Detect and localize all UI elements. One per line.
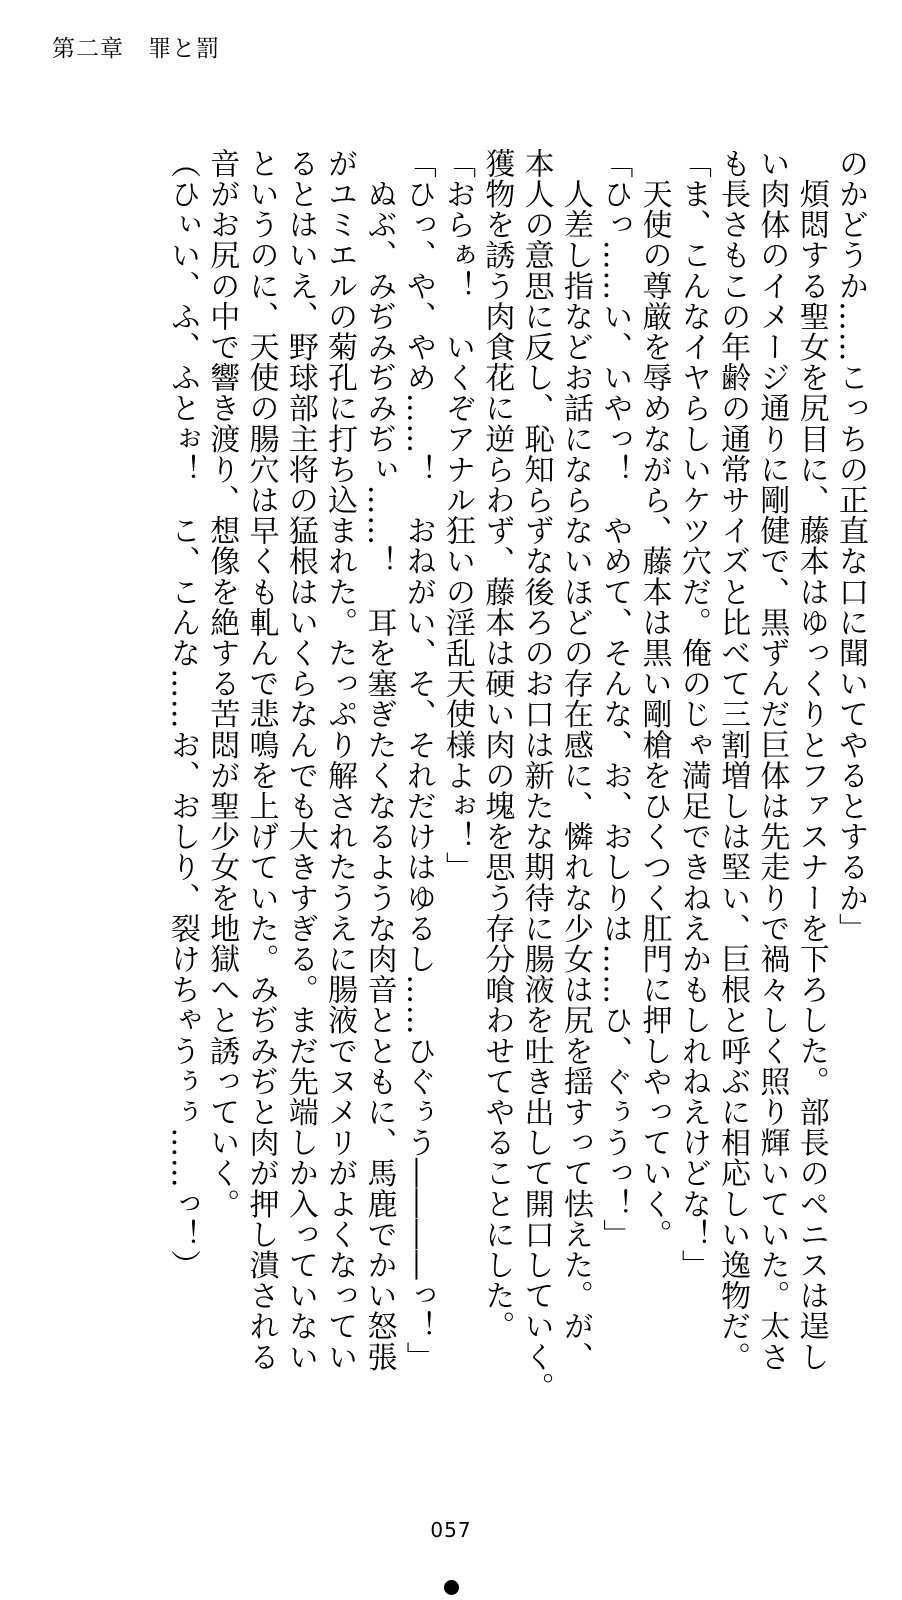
text-line: るとはいえ、野球部主将の猛根はいくらなんでも大きすぎる。まだ先端しか入っていない	[282, 148, 318, 1372]
text-line: 「ま、こんなイヤらしいケツ穴だ。俺のじゃ満足できねえかもしれねえけどな！」	[675, 148, 711, 1281]
text-line: （ひぃい、ふ、ふとぉ！ こ、こんな……お、おしり、裂けちゃうぅぅ……っ！）	[164, 148, 200, 1281]
text-line: のかどうか……こっちの正直な口に聞いてやるとするか」	[833, 148, 868, 944]
body-text	[88, 148, 870, 1438]
text-line: 人差し指などお話にならないほどの存在感に、憐れな少女は尻を揺すって怯えた。が、	[557, 148, 593, 1372]
text-line: も長さもこの年齢の通常サイズと比べて三割増しは堅い、巨根と呼ぶに相応しい逸物だ。	[715, 148, 751, 1372]
text-line: というのに、天使の腸穴は早くも軋んで悲鳴を上げていた。みぢみぢと肉が押し潰される	[243, 148, 279, 1372]
text-line: 「ひっ……い、いやっ！ やめて、そんな、お、おしりは……ひ、ぐぅうっ！」	[597, 148, 633, 1250]
running-head: 第二章 罪と罰	[52, 36, 220, 62]
text-line: 天使の尊厳を辱めながら、藤本は黒い剛槍をひくつく肛門に押しやっていく。	[636, 148, 672, 1250]
text-line: い肉体のイメージ通りに剛健で、黒ずんだ巨体は先走りで禍々しく照り輝いていた。太さ	[754, 148, 790, 1372]
page-number: 057	[430, 1518, 472, 1542]
page-marker-dot	[444, 1580, 459, 1595]
text-line: ぬぶ、みぢみぢみぢぃ……！ 耳を塞ぎたくなるような肉音とともに、馬鹿でかい怒張	[361, 148, 397, 1372]
text-line: 音がお尻の中で響き渡り、想像を絶する苦悶が聖少女を地獄へと誘っていく。	[204, 148, 240, 1219]
text-line: 本人の意思に反し、恥知らずな後ろのお口は新たな期待に腸液を吐き出して開口していく。	[518, 148, 554, 1403]
text-line: 「おらぁ！ いくぞアナル狂いの淫乱天使様よぉ！」	[440, 148, 476, 883]
text-line: 煩悶する聖女を尻目に、藤本はゆっくりとファスナーを下ろした。部長のペニスは逞し	[793, 148, 829, 1372]
text-line: がユミエルの菊孔に打ち込まれた。たっぷり解されたうえに腸液でヌメリがよくなってい	[322, 148, 358, 1372]
text-line: 「ひっ、や、やめ……！ おねがい、そ、それだけはゆるし……ひぐぅう――――っ！」	[400, 148, 436, 1372]
text-line: 獲物を誘う肉食花に逆らわず、藤本は硬い肉の塊を思う存分喰わせてやることにした。	[479, 148, 515, 1342]
